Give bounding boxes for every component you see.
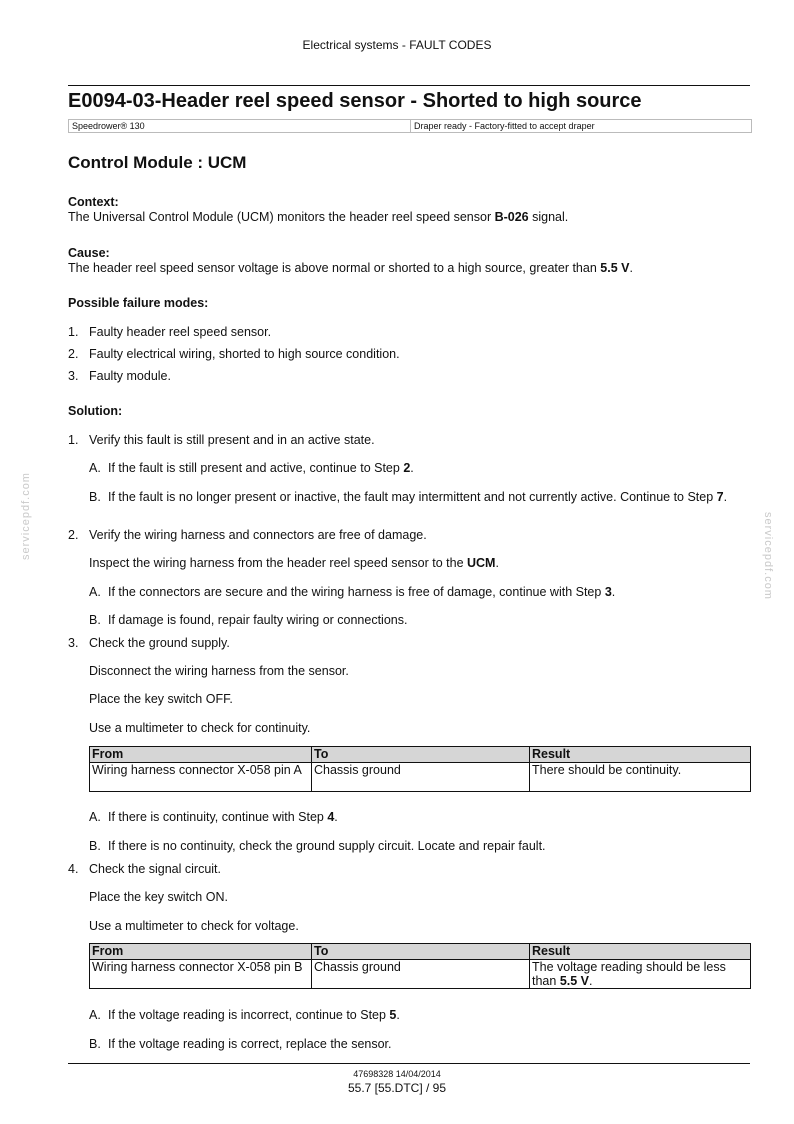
step-3-text: Check the ground supply. — [89, 636, 230, 650]
failure-number: 2. — [68, 347, 79, 361]
model-config: Draper ready - Factory-fitted to accept draper — [414, 121, 595, 131]
step-4-instruction: Place the key switch ON. — [89, 890, 228, 904]
step-number: 1. — [68, 433, 79, 447]
step-2-text: Verify the wiring harness and connectors are free of damage. — [89, 528, 427, 542]
step-3-option-a: A. If there is continuity, continue with Step 4. — [89, 810, 338, 824]
failure-number: 1. — [68, 325, 79, 339]
failure-item: Faulty header reel speed sensor. — [89, 325, 272, 339]
step-4-option-a: A. If the voltage reading is incorrect, continue to Step 5. — [89, 1008, 400, 1022]
step-1-option-a: A. If the fault is still present and active, continue to Step 2. — [89, 461, 414, 475]
table-header-row — [90, 747, 751, 763]
running-header: Electrical systems - FAULT CODES — [302, 38, 492, 52]
table-cell: Wiring harness connector X-058 pin A — [90, 763, 312, 792]
step-4-text: Check the signal circuit. — [89, 862, 222, 876]
table-header-cell: From — [90, 944, 312, 960]
continuity-table — [89, 746, 751, 792]
table-cell: The voltage reading should be less than 5.5 V. — [530, 960, 751, 989]
table-header-row — [90, 944, 751, 960]
step-2-option-a: A. If the connectors are secure and the wiring harness is free of damage, continue with Step 3. — [89, 585, 616, 599]
step-number: 2. — [68, 528, 79, 542]
model-info-bar — [68, 119, 752, 133]
step-1-option-b: B. If the fault is no longer present or inactive, the fault may intermittent and not currently active. Continue to Step 7. — [89, 490, 728, 504]
step-number: 4. — [68, 862, 79, 876]
page-title: E0094-03-Header reel speed sensor - Shorted to high source — [68, 90, 642, 112]
title-rule — [68, 85, 750, 86]
footer-doc-id: 47698328 14/04/2014 — [353, 1069, 441, 1079]
failure-modes-label: Possible failure modes: — [68, 296, 209, 310]
voltage-table — [89, 943, 751, 989]
table-cell: There should be continuity. — [530, 763, 751, 792]
step-3-instruction: Disconnect the wiring harness from the sensor. — [89, 664, 349, 678]
table-header-cell: Result — [530, 944, 751, 960]
model-name: Speedrower® 130 — [69, 120, 411, 132]
context-label: Context: — [68, 195, 119, 209]
step-3-option-b: B. If there is no continuity, check the ground supply circuit. Locate and repair fault. — [89, 839, 546, 853]
table-cell: Wiring harness connector X-058 pin B — [90, 960, 312, 989]
table-header-cell: To — [312, 944, 530, 960]
table-header-cell: From — [90, 747, 312, 763]
table-cell: Chassis ground — [312, 763, 530, 792]
cause-text: The header reel speed sensor voltage is above normal or shorted to a high source, greater than 5.5 V. — [68, 261, 633, 275]
step-2-note: Inspect the wiring harness from the header reel speed sensor to the UCM. — [89, 556, 499, 570]
solution-label: Solution: — [68, 404, 123, 418]
footer-rule — [68, 1063, 750, 1064]
cause-label: Cause: — [68, 246, 110, 260]
table-row — [90, 763, 751, 792]
table-cell: Chassis ground — [312, 960, 530, 989]
step-4-instruction: Use a multimeter to check for voltage. — [89, 919, 299, 933]
step-3-instruction: Place the key switch OFF. — [89, 692, 233, 706]
table-header-cell: To — [312, 747, 530, 763]
step-1-text: Verify this fault is still present and in an active state. — [89, 433, 375, 447]
step-4-option-b: B. If the voltage reading is correct, replace the sensor. — [89, 1037, 392, 1051]
watermark-left: servicepdf.com — [20, 472, 32, 560]
failure-number: 3. — [68, 369, 79, 383]
failure-item: Faulty module. — [89, 369, 171, 383]
step-3-instruction: Use a multimeter to check for continuity. — [89, 721, 311, 735]
table-row — [90, 960, 751, 989]
step-number: 3. — [68, 636, 79, 650]
page-number: 55.7 [55.DTC] / 95 — [347, 1081, 447, 1095]
module-heading: Control Module : UCM — [68, 153, 247, 172]
step-2-option-b: B. If damage is found, repair faulty wiring or connections. — [89, 613, 408, 627]
context-text: The Universal Control Module (UCM) monitors the header reel speed sensor B-026 signal. — [68, 210, 569, 224]
failure-item: Faulty electrical wiring, shorted to high source condition. — [89, 347, 400, 361]
table-header-cell: Result — [530, 747, 751, 763]
watermark-right: servicepdf.com — [762, 512, 774, 600]
